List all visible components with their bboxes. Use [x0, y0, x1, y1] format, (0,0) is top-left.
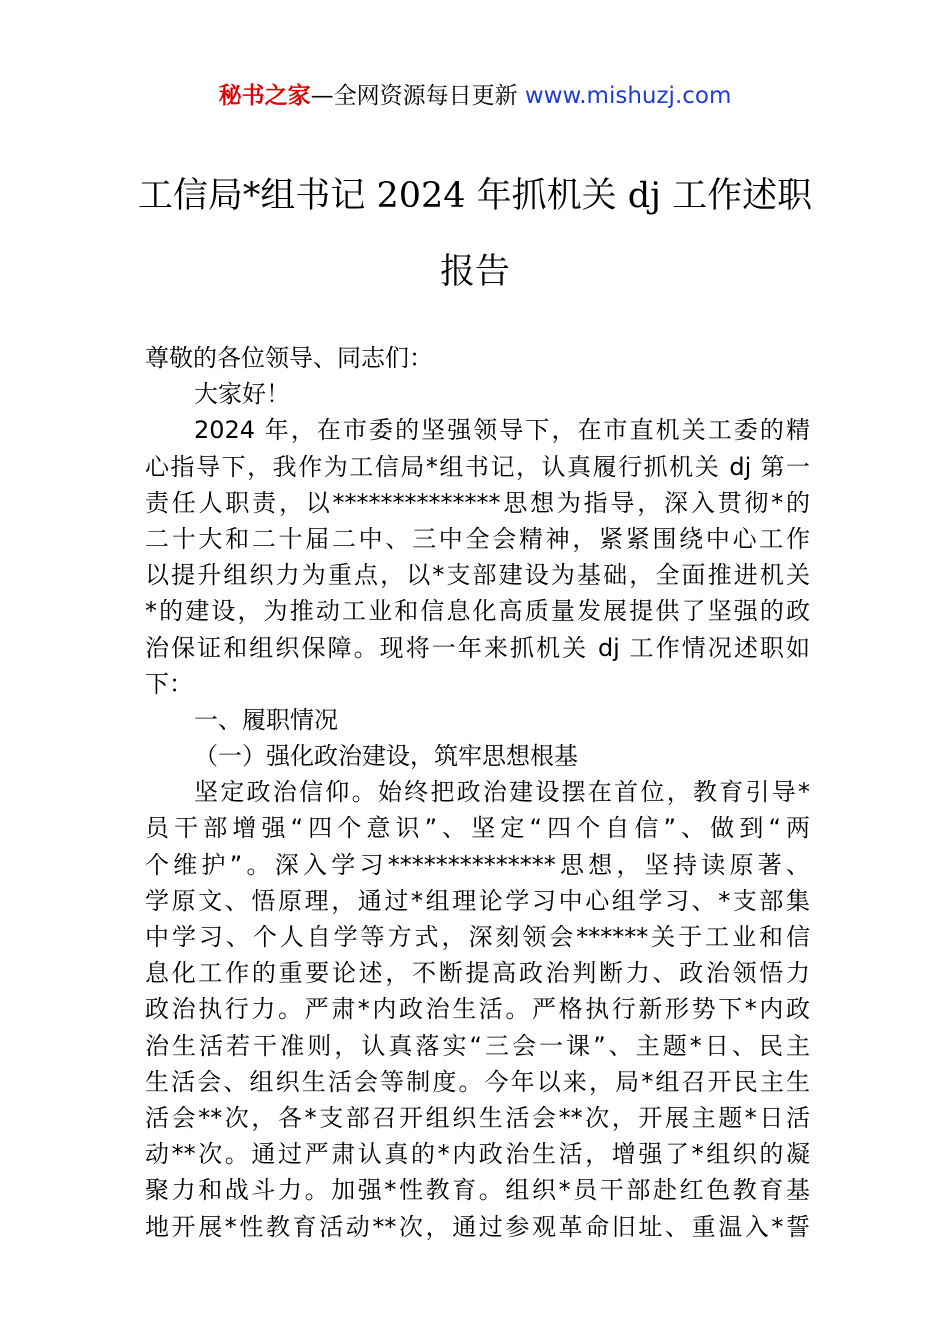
- section-heading: 一、履职情况: [194, 705, 338, 734]
- body-line: 下：: [145, 669, 193, 698]
- body-line: 活会**次，各*支部召开组织生活会**次，开展主题*日活: [145, 1103, 810, 1132]
- body-line: 个维护”。深入学习**************思想，坚持读原著、: [145, 850, 810, 879]
- body-line: 坚定政治信仰。始终把政治建设摆在首位，教育引导*: [194, 778, 810, 807]
- subsection-heading: （一）强化政治建设，筑牢思想根基: [194, 742, 578, 771]
- salutation: 尊敬的各位领导、同志们：: [145, 344, 433, 372]
- body-line: 心指导下，我作为工信局*组书记，认真履行抓机关 dj 第一: [145, 452, 810, 481]
- body-line: 中学习、个人自学等方式，深刻领会******关于工业和信: [145, 923, 810, 951]
- body-line: 政治执行力。严肃*内政治生活。严格执行新形势下*内政: [145, 995, 810, 1024]
- greeting: 大家好！: [194, 380, 290, 409]
- body-line: 动**次。通过严肃认真的*内政治生活，增强了*组织的凝: [145, 1140, 810, 1169]
- document-body: [145, 340, 810, 1245]
- body-line: 息化工作的重要论述，不断提高政治判断力、政治领悟力: [145, 959, 810, 988]
- body-line: 以提升组织力为重点，以*支部建设为基础，全面推进机关: [145, 561, 810, 590]
- body-line: 二十大和二十届二中、三中全会精神，紧紧围绕中心工作: [145, 524, 810, 553]
- header-tagline: —全网资源每日更新: [310, 83, 525, 109]
- body-line: 地开展*性教育活动**次，通过参观革命旧址、重温入*誓: [145, 1212, 810, 1241]
- site-header: [0, 80, 950, 112]
- body-line: *的建设，为推动工业和信息化高质量发展提供了坚强的政: [145, 597, 810, 626]
- body-line: 生活会、组织生活会等制度。今年以来，局*组召开民主生: [145, 1067, 810, 1096]
- body-line: 学原文、悟原理，通过*组理论学习中心组学习、*支部集: [145, 886, 810, 915]
- body-line: 聚力和战斗力。加强*性教育。组织*员干部赴红色教育基: [145, 1176, 810, 1205]
- body-line: 责任人职责，以**************思想为指导，深入贯彻*的: [145, 488, 810, 517]
- document-title-line-1: 工信局*组书记 2024 年抓机关 dj 工作述职: [137, 176, 813, 216]
- body-line: 治生活若干准则，认真落实“三会一课”、主题*日、民主: [145, 1031, 810, 1060]
- body-line: 员干部增强“四个意识”、坚定“四个自信”、做到“两: [145, 814, 810, 843]
- body-line: 治保证和组织保障。现将一年来抓机关 dj 工作情况述职如: [145, 633, 810, 662]
- brand-name: 秘书之家: [218, 83, 311, 109]
- document-title-line-2: 报告: [439, 252, 510, 292]
- body-line: 2024 年，在市委的坚强领导下，在市直机关工委的精: [194, 416, 810, 445]
- site-url-link[interactable]: www.mishuzj.com: [524, 83, 732, 109]
